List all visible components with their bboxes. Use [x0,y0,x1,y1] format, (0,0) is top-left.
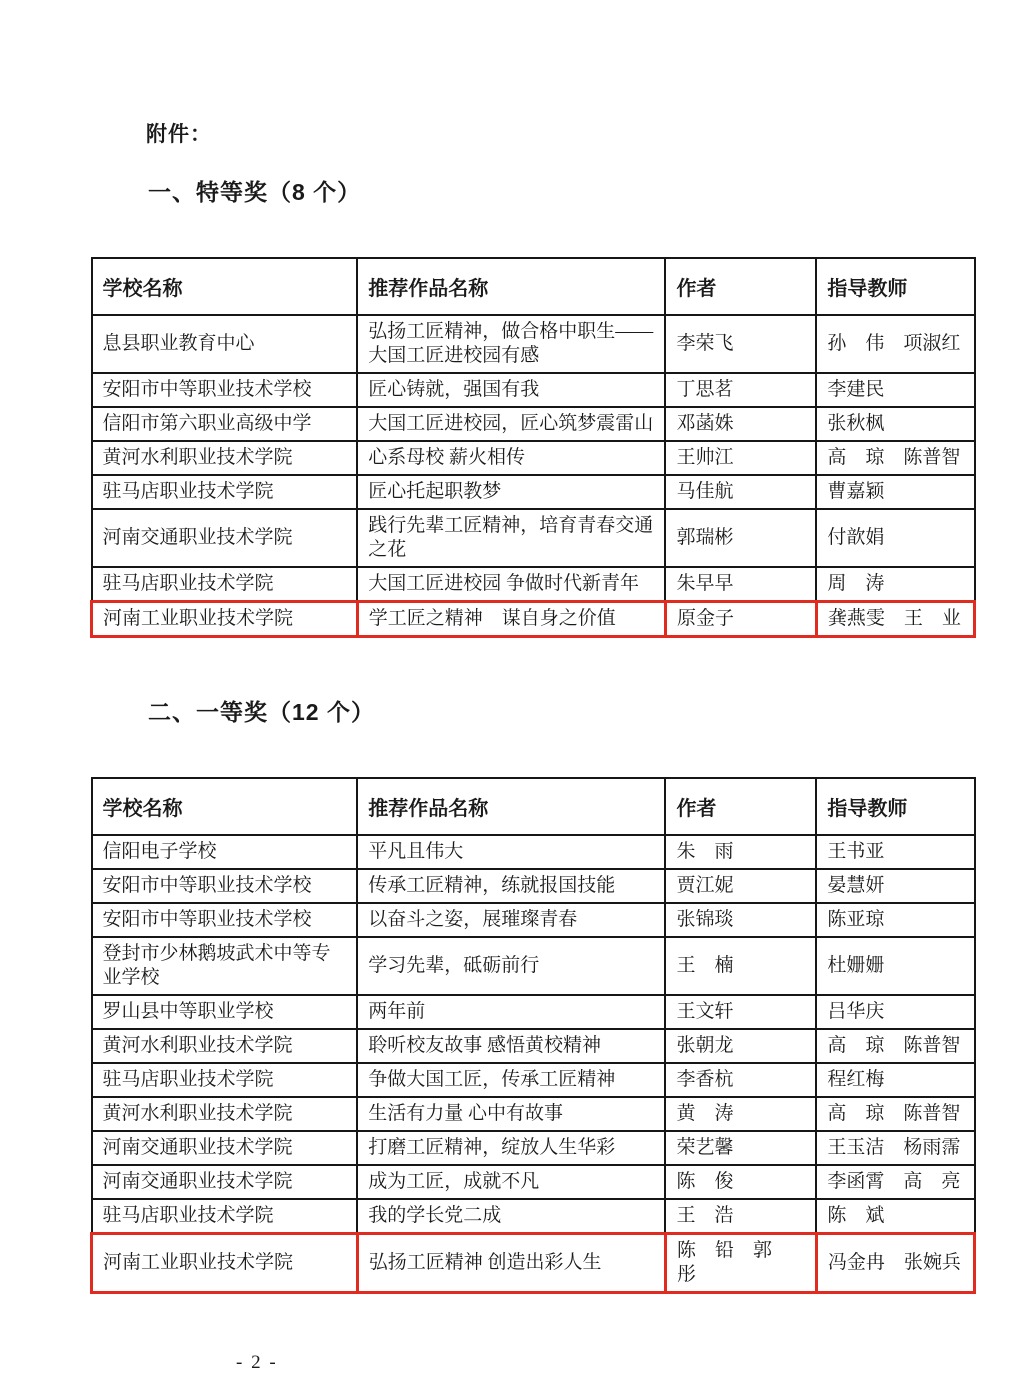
work-cell: 匠心铸就，强国有我 [357,373,665,407]
table-row [92,1097,975,1131]
table-row [92,315,975,373]
teachers-cell: 晏慧妍 [816,869,974,903]
school-cell: 黄河水利职业技术学院 [92,1029,358,1063]
author-cell: 王 楠 [665,937,816,995]
teachers-cell: 高 琼 陈普智 [816,1029,974,1063]
teachers-cell: 冯金冉 张婉兵 [816,1234,974,1293]
table-row [92,995,975,1029]
teachers-cell: 周 涛 [816,567,974,602]
school-cell: 黄河水利职业技术学院 [92,441,358,475]
author-cell: 郭瑞彬 [665,509,816,567]
author-cell: 陈 俊 [665,1165,816,1199]
table-row [92,1131,975,1165]
work-cell: 心系母校 薪火相传 [357,441,665,475]
work-cell: 大国工匠进校园 争做时代新青年 [357,567,665,602]
table-row [92,407,975,441]
work-cell: 两年前 [357,995,665,1029]
teachers-cell: 陈 斌 [816,1199,974,1234]
teachers-cell: 李建民 [816,373,974,407]
work-cell: 践行先辈工匠精神，培育青春交通之花 [357,509,665,567]
special-prize-table [90,257,976,638]
school-cell: 安阳市中等职业技术学校 [92,869,358,903]
table-row [92,441,975,475]
author-cell: 贾江妮 [665,869,816,903]
teachers-cell: 龚燕雯 王 业 [816,602,974,637]
column-header-2: 作者 [665,778,816,835]
table-row [92,937,975,995]
teachers-cell: 陈亚琼 [816,903,974,937]
column-header-3: 指导教师 [816,778,974,835]
teachers-cell: 孙 伟 项淑红 [816,315,974,373]
column-header-3: 指导教师 [816,258,974,315]
author-cell: 荣艺馨 [665,1131,816,1165]
school-cell: 河南交通职业技术学院 [92,509,358,567]
work-cell: 争做大国工匠，传承工匠精神 [357,1063,665,1097]
school-cell: 河南工业职业技术学院 [92,1234,358,1293]
school-cell: 黄河水利职业技术学院 [92,1097,358,1131]
column-header-0: 学校名称 [92,778,358,835]
work-cell: 生活有力量 心中有故事 [357,1097,665,1131]
table-row [92,869,975,903]
teachers-cell: 张秋枫 [816,407,974,441]
table-row [92,835,975,869]
school-cell: 驻马店职业技术学院 [92,1063,358,1097]
work-cell: 学工匠之精神 谋自身之价值 [357,602,665,637]
first-prize-table [90,777,976,1294]
author-cell: 王 浩 [665,1199,816,1234]
table-row-highlighted [92,602,975,637]
school-cell: 信阳电子学校 [92,835,358,869]
author-cell: 马佳航 [665,475,816,509]
author-cell: 张朝龙 [665,1029,816,1063]
table-row [92,1165,975,1199]
author-cell: 李荣飞 [665,315,816,373]
table-row [92,1199,975,1234]
school-cell: 河南交通职业技术学院 [92,1165,358,1199]
page-number: - 2 - [236,1352,278,1373]
table-row [92,903,975,937]
author-cell: 张锦琰 [665,903,816,937]
section-heading-first-prize: 二、一等奖（12 个） [148,699,375,725]
column-header-0: 学校名称 [92,258,358,315]
column-header-1: 推荐作品名称 [357,258,665,315]
table-row [92,373,975,407]
school-cell: 驻马店职业技术学院 [92,1199,358,1234]
author-cell: 朱 雨 [665,835,816,869]
table-header-row [92,778,975,835]
school-cell: 河南交通职业技术学院 [92,1131,358,1165]
table-header-row [92,258,975,315]
table-row [92,567,975,602]
school-cell: 河南工业职业技术学院 [92,602,358,637]
table-row [92,475,975,509]
work-cell: 以奋斗之姿，展璀璨青春 [357,903,665,937]
teachers-cell: 曹嘉颖 [816,475,974,509]
table-row [92,1063,975,1097]
author-cell: 朱早早 [665,567,816,602]
work-cell: 弘扬工匠精神，做合格中职生——大国工匠进校园有感 [357,315,665,373]
author-cell: 陈 铅 郭 彤 [665,1234,816,1293]
teachers-cell: 高 琼 陈普智 [816,441,974,475]
teachers-cell: 程红梅 [816,1063,974,1097]
work-cell: 大国工匠进校园，匠心筑梦震雷山 [357,407,665,441]
school-cell: 安阳市中等职业技术学校 [92,373,358,407]
attachment-label: 附件： [146,123,212,146]
table-row [92,1029,975,1063]
teachers-cell: 王书亚 [816,835,974,869]
column-header-1: 推荐作品名称 [357,778,665,835]
work-cell: 成为工匠，成就不凡 [357,1165,665,1199]
author-cell: 邓菡姝 [665,407,816,441]
author-cell: 原金子 [665,602,816,637]
table-row-highlighted [92,1234,975,1293]
work-cell: 聆听校友故事 感悟黄校精神 [357,1029,665,1063]
school-cell: 驻马店职业技术学院 [92,475,358,509]
school-cell: 登封市少林鹅坡武术中等专业学校 [92,937,358,995]
column-header-2: 作者 [665,258,816,315]
work-cell: 平凡且伟大 [357,835,665,869]
teachers-cell: 杜姗姗 [816,937,974,995]
author-cell: 李香杭 [665,1063,816,1097]
work-cell: 弘扬工匠精神 创造出彩人生 [357,1234,665,1293]
teachers-cell: 李函霄 高 亮 [816,1165,974,1199]
section-heading-special-prize: 一、特等奖（8 个） [148,179,362,205]
author-cell: 王文轩 [665,995,816,1029]
school-cell: 驻马店职业技术学院 [92,567,358,602]
author-cell: 王帅江 [665,441,816,475]
work-cell: 我的学长党二成 [357,1199,665,1234]
teachers-cell: 高 琼 陈普智 [816,1097,974,1131]
work-cell: 传承工匠精神，练就报国技能 [357,869,665,903]
school-cell: 安阳市中等职业技术学校 [92,903,358,937]
document-content [90,0,976,1374]
school-cell: 信阳市第六职业高级中学 [92,407,358,441]
teachers-cell: 王玉洁 杨雨霈 [816,1131,974,1165]
teachers-cell: 吕华庆 [816,995,974,1029]
school-cell: 罗山县中等职业学校 [92,995,358,1029]
author-cell: 黄 涛 [665,1097,816,1131]
work-cell: 打磨工匠精神，绽放人生华彩 [357,1131,665,1165]
work-cell: 匠心托起职教梦 [357,475,665,509]
school-cell: 息县职业教育中心 [92,315,358,373]
author-cell: 丁思茗 [665,373,816,407]
teachers-cell: 付歆娟 [816,509,974,567]
work-cell: 学习先辈，砥砺前行 [357,937,665,995]
table-row [92,509,975,567]
